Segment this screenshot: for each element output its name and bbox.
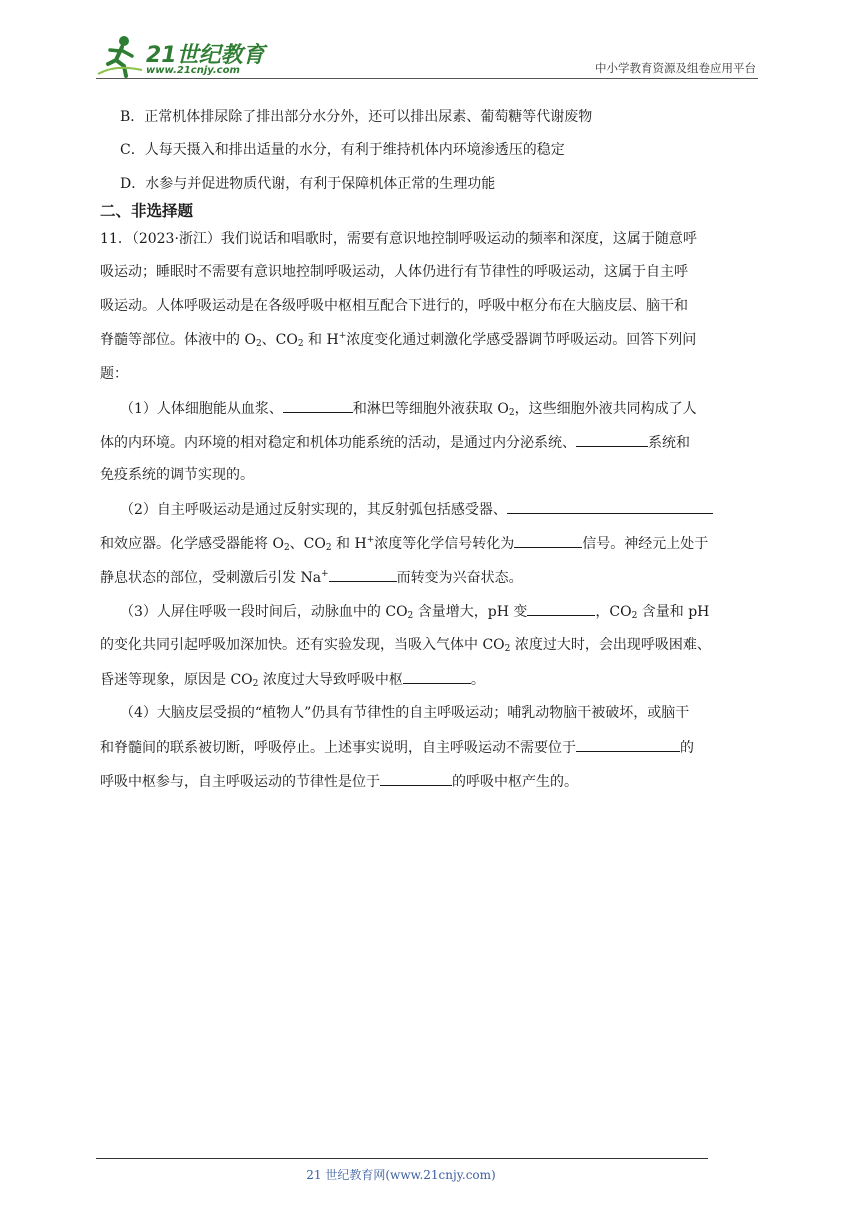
answer-blank[interactable] [329, 567, 397, 582]
answer-blank[interactable] [527, 601, 595, 616]
option-d: D．水参与并促进物质代谢，有利于保障机体正常的生理功能 [120, 176, 496, 192]
subquestion-1-line: 免疫系统的调节实现的。 [100, 467, 254, 483]
platform-name: 中小学教育资源及组卷应用平台 [595, 61, 756, 75]
subquestion-2-line: 静息状态的部位，受刺激后引发 Na+ 而转变为兴奋状态。 [100, 569, 523, 586]
subquestion-3-line: 的变化共同引起呼吸加深加快。还有实验发现，当吸入气体中 $CO_2$ 浓度过大时，会出现呼吸困难、 [100, 637, 711, 654]
answer-blank[interactable] [380, 771, 452, 786]
option-c: C．人每天摄入和排出适量的水分，有利于维持机体内环境渗透压的稳定 [120, 142, 565, 158]
logo-url: www.21cnjy.com [146, 65, 240, 76]
subquestion-2: （2）自主呼吸运动是通过反射实现的，其反射弧包括感受器、 [120, 499, 780, 520]
answer-blank[interactable] [403, 669, 471, 684]
header-divider [96, 78, 758, 79]
answer-blank[interactable] [514, 533, 582, 548]
page-header [96, 28, 758, 80]
runner-icon [96, 34, 146, 78]
subquestion-3: （3）人屏住呼吸一段时间后，动脉血中的 $CO_2$ 含量增大，pH 变 ，$CO_2$ 含量和 pH [120, 601, 780, 622]
answer-blank[interactable] [576, 737, 680, 752]
subquestion-3-line: 昏迷等现象，原因是 $CO_2$ 浓度过大导致呼吸中枢 。 [100, 669, 760, 690]
option-b: B．正常机体排尿除了排出部分水分外，还可以排出尿素、葡萄糖等代谢废物 [120, 109, 593, 125]
subquestion-2-line: 和效应器。化学感受器能将 $O_2$、$CO_2$ 和 H+浓度等化学信号转化为 信号。神经元上处于 [100, 535, 709, 553]
question-stem-line: 11．（2023·浙江）我们说话和唱歌时，需要有意识地控制呼吸运动的频率和深度，这属于随意呼 [100, 231, 697, 247]
footer-divider [96, 1158, 708, 1159]
question-stem-line: 吸运动。人体呼吸运动是在各级呼吸中枢相互配合下进行的，呼吸中枢分布在大脑皮层、脑干和 [100, 298, 688, 314]
question-stem-line: 题： [100, 366, 128, 382]
question-stem-line: 吸运动；睡眠时不需要有意识地控制呼吸运动，人体仍进行有节律性的呼吸运动，这属于自主呼 [100, 264, 688, 280]
answer-blank[interactable] [507, 499, 713, 514]
subquestion-1-line: 体的内环境。内环境的相对稳定和机体功能系统的活动，是通过内分泌系统、 系统和 [100, 432, 760, 453]
question-stem-line: 脊髓等部位。体液中的 $O_2$、$CO_2$ 和 H+浓度变化通过刺激化学感受器调节呼吸运动。回答下列问 [100, 331, 697, 349]
subquestion-1: （1）人体细胞能从血浆、 和淋巴等细胞外液获取 $O_2$，这些细胞外液共同构成了人 [120, 398, 780, 419]
section-title: 二、非选择题 [100, 202, 194, 220]
answer-blank[interactable] [576, 432, 648, 447]
site-logo[interactable] [96, 34, 266, 78]
footer-link[interactable]: 21 世纪教育网(www.21cnjy.com) [306, 1168, 496, 1182]
subquestion-4: （4）大脑皮层受损的“植物人”仍具有节律性的自主呼吸运动；哺乳动物脑干被破坏，或脑干 [120, 705, 690, 721]
subquestion-4-line: 和脊髓间的联系被切断，呼吸停止。上述事实说明，自主呼吸运动不需要位于 的 [100, 737, 760, 758]
subquestion-4-line: 呼吸中枢参与，自主呼吸运动的节律性是位于 的呼吸中枢产生的。 [100, 771, 760, 792]
logo-brand: 21世纪教育 [146, 43, 265, 68]
answer-blank[interactable] [283, 398, 353, 413]
